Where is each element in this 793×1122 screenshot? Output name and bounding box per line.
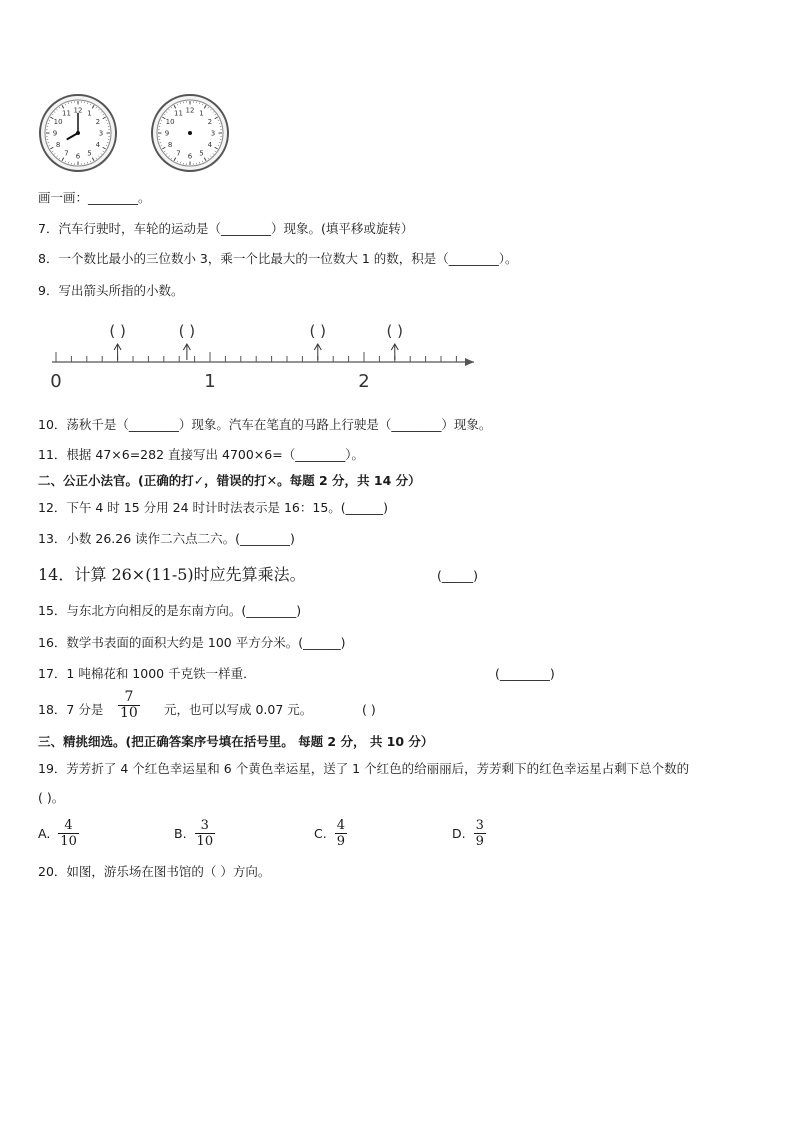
question-14: 14．计算 26×(11-5)时应先算乘法。	[38, 565, 306, 584]
question-14-answer-paren[interactable]: (_____)	[437, 568, 479, 583]
number-line-answer-bracket: ( )	[109, 322, 126, 340]
clock-number: 2	[207, 118, 213, 126]
question-8: 8．一个数比最小的三位数小 3，乘一个比最大的一位数大 1 的数，积是（________）。	[38, 251, 518, 266]
option-c[interactable]	[314, 818, 347, 849]
clock-number: 2	[95, 118, 101, 126]
clock-center-dot	[76, 131, 80, 135]
section-2-heading: 二、公正小法官。(正确的打✓，错误的打✕。每题 2 分，共 14 分）	[38, 473, 421, 488]
question-9: 9．写出箭头所指的小数。	[38, 283, 184, 298]
option-a-numerator: 4	[58, 818, 79, 834]
option-d-label: D.	[452, 826, 466, 841]
option-d-numerator: 3	[475, 818, 484, 833]
clock-number: 5	[87, 149, 92, 158]
question-13: 13．小数 26.26 读作二六点二六。(________)	[38, 531, 295, 546]
clock-number: 8	[55, 141, 61, 149]
option-b[interactable]	[174, 818, 215, 849]
clock-number: 12	[185, 106, 195, 115]
question-18-prefix: 18．7 分是	[38, 702, 104, 717]
clock-center-dot	[188, 131, 192, 135]
clock-number: 3	[210, 129, 216, 138]
option-d-denominator: 9	[475, 834, 484, 849]
option-a-denominator: 10	[60, 834, 77, 849]
clock-number: 7	[176, 149, 181, 158]
clock-number: 3	[98, 129, 104, 138]
number-line-answer-bracket: ( )	[309, 322, 327, 340]
option-c-numerator: 4	[336, 818, 345, 833]
option-c-label: C.	[314, 826, 327, 841]
question-16: 16．数学书表面的面积大约是 100 平方分米。(______)	[38, 635, 346, 650]
question-7: 7．汽车行驶时，车轮的运动是（________）现象。(填平移或旋转）	[38, 221, 414, 236]
clock-number: 6	[187, 152, 193, 161]
clock-number: 12	[73, 106, 83, 115]
option-d[interactable]	[452, 818, 486, 849]
clock-number: 9	[164, 129, 170, 138]
question-11: 11．根据 47×6=282 直接写出 4700×6=（________）。	[38, 447, 364, 462]
question-19-line-2: ( )。	[38, 790, 65, 805]
number-line-diagram	[46, 314, 486, 392]
question-10: 10．荡秋千是（________）现象。汽车在笔直的马路上行驶是（________）现象。	[38, 417, 492, 432]
number-line-answer-bracket: ( )	[178, 322, 196, 340]
question-17-answer-paren[interactable]: (________)	[495, 666, 555, 681]
clock-number: 8	[167, 141, 173, 149]
option-b-numerator: 3	[195, 818, 216, 834]
option-a[interactable]	[38, 818, 79, 849]
number-line-label: 2	[358, 371, 370, 392]
clock-number: 4	[95, 141, 101, 149]
clock-number: 6	[75, 152, 81, 161]
clock-number: 5	[199, 149, 204, 158]
question-15: 15．与东北方向相反的是东南方向。(________)	[38, 603, 302, 618]
clock-number: 10	[53, 118, 63, 126]
number-line-arrowhead	[465, 358, 474, 366]
clock-number: 9	[52, 129, 58, 138]
question-18-suffix: 元，也可以写成 0.07 元。	[164, 702, 313, 717]
fraction-denominator: 10	[120, 705, 138, 721]
clock-number: 1	[87, 109, 92, 118]
number-line-label: 0	[50, 371, 62, 392]
question-17: 17．1 吨棉花和 1000 千克铁一样重．	[38, 666, 256, 681]
clock-showing-time	[38, 93, 118, 173]
clock-number: 10	[165, 118, 175, 126]
clock-number: 4	[207, 141, 213, 149]
option-b-denominator: 10	[196, 834, 214, 849]
clock-number: 11	[174, 109, 183, 118]
question-12: 12．下午 4 时 15 分用 24 时计时法表示是 16：15。(______)	[38, 500, 389, 515]
section-3-heading: 三、精挑细选。(把正确答案序号填在括号里。 每题 2 分， 共 10 分）	[38, 734, 434, 749]
number-line-label: 1	[204, 371, 216, 392]
option-a-label: A.	[38, 826, 51, 841]
fraction-numerator: 7	[118, 690, 140, 706]
clock-number: 11	[62, 109, 71, 118]
draw-clock-prompt: 画一画：________。	[38, 190, 151, 205]
clock-number: 1	[199, 109, 204, 118]
question-19-line-1: 19．芳芳折了 4 个红色幸运星和 6 个黄色幸运星，送了 1 个红色的给丽丽后，芳芳剩下的红色幸运星占剩下总个数的	[38, 761, 690, 776]
question-18-answer-paren[interactable]: ( )	[362, 702, 376, 717]
option-b-label: B.	[174, 826, 187, 841]
question-18-fraction	[118, 690, 140, 721]
clock-number: 7	[64, 149, 69, 158]
option-c-denominator: 9	[336, 834, 345, 849]
clock-blank[interactable]	[150, 93, 230, 173]
question-20: 20．如图，游乐场在图书馆的（ ）方向。	[38, 864, 271, 879]
number-line-answer-bracket: ( )	[386, 322, 404, 340]
